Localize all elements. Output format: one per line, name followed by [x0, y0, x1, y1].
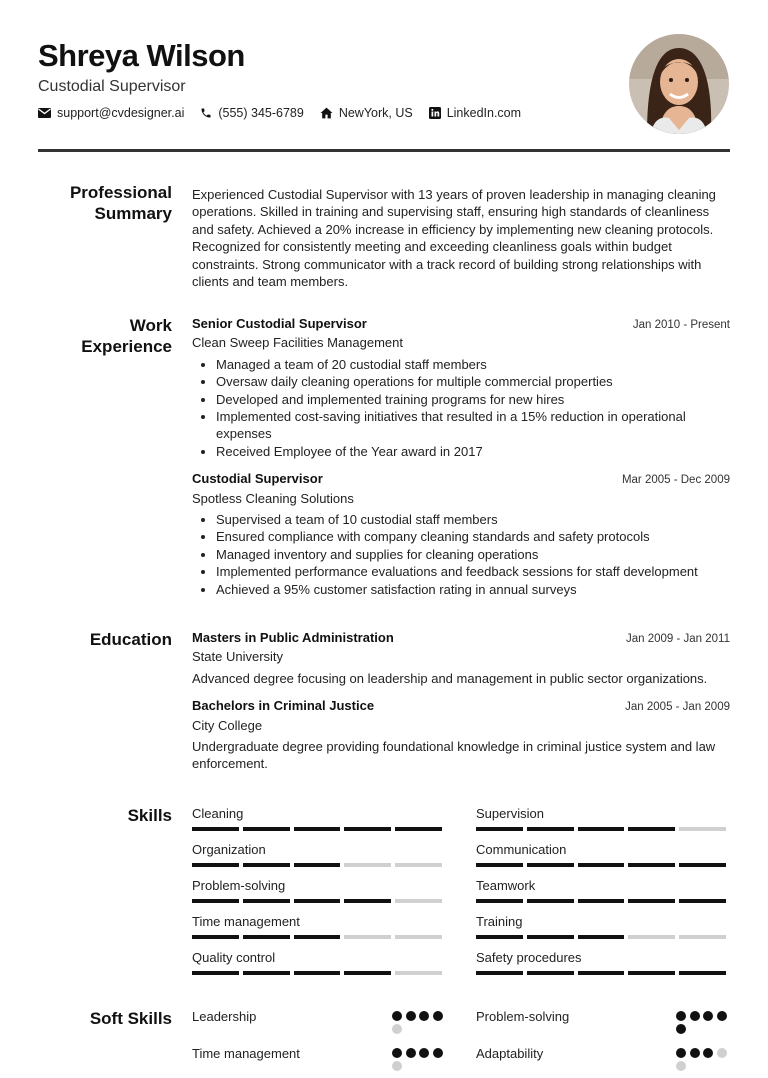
- skill-level-segment: [192, 935, 239, 939]
- skill-level-segment: [578, 899, 625, 903]
- skill-level-segment: [527, 827, 574, 831]
- skill-level-segment: [476, 971, 523, 975]
- location-text: NewYork, US: [338, 106, 413, 120]
- skill-name: Organization: [192, 842, 266, 857]
- skill-level-segment: [679, 935, 726, 939]
- skill-item: [476, 877, 730, 903]
- contact-location: [320, 106, 413, 120]
- skill-item: [192, 877, 446, 903]
- rating-dot: [392, 1061, 402, 1071]
- skill-item: [192, 841, 446, 867]
- rating-dot: [406, 1048, 416, 1058]
- rating-dot: [717, 1048, 727, 1058]
- soft-skill-name: Time management: [192, 1046, 300, 1061]
- skill-level-segment: [192, 863, 239, 867]
- linkedin-icon: [429, 107, 441, 119]
- skill-level-bar: [192, 827, 446, 831]
- skill-level-segment: [527, 971, 574, 975]
- skill-level-bar: [192, 971, 446, 975]
- summary-heading: Professional Summary: [69, 183, 172, 223]
- skill-level-segment: [527, 863, 574, 867]
- header-divider: [38, 149, 730, 152]
- summary-text: Experienced Custodial Supervisor with 13 years of proven leadership in managing cleaning operations. Skilled in training and supervising staff, ensuring high standards of cleanliness and safety. Achieved a 20% increase in efficiency by implementing new cleaning protocols. Recognized for consistently meeting and exceeding cleanliness goals within budget constraints. Strong communicator with a track record of building strong relationships with clients and team members.: [192, 187, 716, 290]
- job-bullet: • Achieved a 95% customer satisfaction rating in annual surveys: [216, 581, 730, 598]
- skill-level-segment: [243, 827, 290, 831]
- skills-list: [192, 805, 730, 975]
- skill-name: Quality control: [192, 950, 276, 965]
- skill-level-bar: [192, 899, 446, 903]
- skill-name: Training: [476, 914, 523, 929]
- skill-level-segment: [628, 827, 675, 831]
- soft-skill-rating: [676, 1048, 730, 1074]
- work-list: [192, 315, 730, 598]
- job-company: Spotless Cleaning Solutions: [192, 490, 354, 506]
- job-bullet: • Managed a team of 20 custodial staff members: [216, 356, 730, 373]
- degree-description: Advanced degree focusing on leadership and management in public sector organizations.: [192, 670, 708, 686]
- rating-dot: [419, 1011, 429, 1021]
- degree-description: Undergraduate degree providing foundational knowledge in criminal justice system and law enforcement.: [192, 739, 716, 772]
- skill-item: [192, 805, 446, 831]
- skill-name: Communication: [476, 842, 567, 857]
- skill-level-bar: [192, 863, 446, 867]
- home-icon: [320, 107, 333, 119]
- soft-skills-list: [192, 1008, 730, 1074]
- skill-level-segment: [476, 827, 523, 831]
- job-bullet: • Implemented performance evaluations and feedback sessions for staff development: [216, 563, 730, 580]
- job-bullet: • Developed and implemented training programs for new hires: [216, 391, 730, 408]
- rating-dot: [690, 1048, 700, 1058]
- profile-photo: [629, 34, 729, 134]
- school-name: City College: [192, 717, 263, 733]
- job-date: Jan 2010 - Present: [632, 319, 730, 331]
- skill-level-segment: [578, 935, 625, 939]
- skill-level-segment: [243, 971, 290, 975]
- skill-level-segment: [476, 899, 523, 903]
- skills-heading: Skills: [127, 806, 172, 825]
- skill-level-segment: [344, 935, 391, 939]
- job-entry: [192, 315, 730, 460]
- education-entry: [192, 697, 730, 773]
- soft-skill-item: [476, 1045, 730, 1074]
- skill-level-segment: [192, 827, 239, 831]
- job-bullets: [216, 511, 730, 598]
- job-bullet: • Oversaw daily cleaning operations for multiple commercial properties: [216, 373, 730, 390]
- rating-dot: [690, 1011, 700, 1021]
- envelope-icon: [38, 108, 51, 118]
- contact-row: [38, 106, 730, 120]
- degree-date: Jan 2005 - Jan 2009: [625, 701, 730, 714]
- job-bullet: • Implemented cost-saving initiatives that resulted in a 15% reduction in operational expenses: [216, 408, 730, 443]
- skill-name: Teamwork: [476, 878, 536, 893]
- skill-level-segment: [679, 827, 726, 831]
- rating-dot: [433, 1048, 443, 1058]
- contact-phone[interactable]: [200, 106, 303, 120]
- skill-level-segment: [192, 971, 239, 975]
- skill-level-segment: [243, 863, 290, 867]
- phone-icon: [200, 107, 212, 119]
- skill-level-segment: [628, 899, 675, 903]
- candidate-title: Custodial Supervisor: [38, 78, 186, 95]
- skill-level-segment: [294, 899, 341, 903]
- rating-dot: [392, 1024, 402, 1034]
- skill-level-segment: [344, 863, 391, 867]
- skill-level-segment: [192, 899, 239, 903]
- job-bullet: • Managed inventory and supplies for cleaning operations: [216, 546, 730, 563]
- candidate-name: Shreya Wilson: [38, 38, 245, 73]
- skill-level-segment: [294, 863, 341, 867]
- email-text: support@cvdesigner.ai: [57, 106, 185, 120]
- job-bullet: • Received Employee of the Year award in 2017: [216, 443, 730, 460]
- skill-item: [476, 805, 730, 831]
- education-heading: Education: [89, 630, 172, 649]
- job-entry: [192, 470, 730, 598]
- education-list: [192, 629, 730, 773]
- skill-item: [476, 949, 730, 975]
- skill-level-segment: [578, 863, 625, 867]
- skill-item: [192, 949, 446, 975]
- skill-level-segment: [294, 971, 341, 975]
- rating-dot: [392, 1048, 402, 1058]
- skill-level-segment: [395, 899, 442, 903]
- linkedin-text: LinkedIn.com: [446, 106, 522, 120]
- rating-dot: [676, 1061, 686, 1071]
- rating-dot: [676, 1048, 686, 1058]
- soft-skill-rating: [392, 1048, 446, 1074]
- rating-dot: [406, 1011, 416, 1021]
- soft-skill-item: [192, 1045, 446, 1074]
- degree-title: Bachelors in Criminal Justice: [192, 698, 375, 714]
- skill-name: Time management: [192, 914, 300, 929]
- skill-level-segment: [294, 935, 341, 939]
- skill-name: Cleaning: [192, 806, 244, 821]
- work-heading: Work Experience: [81, 316, 172, 356]
- soft-skill-rating: [392, 1011, 446, 1037]
- skill-level-segment: [527, 899, 574, 903]
- soft-skill-name: Adaptability: [476, 1046, 544, 1061]
- job-title: Senior Custodial Supervisor: [192, 316, 367, 331]
- resume-header: [38, 38, 730, 150]
- rating-dot: [392, 1011, 402, 1021]
- job-company: Clean Sweep Facilities Management: [192, 335, 403, 351]
- soft-skill-item: [476, 1008, 730, 1037]
- skill-level-bar: [476, 971, 730, 975]
- skill-level-segment: [344, 899, 391, 903]
- skill-level-segment: [679, 971, 726, 975]
- skill-level-segment: [578, 971, 625, 975]
- skill-level-segment: [679, 899, 726, 903]
- phone-text: (555) 345-6789: [218, 106, 304, 120]
- rating-dot: [717, 1011, 727, 1021]
- skill-name: Problem-solving: [192, 878, 286, 893]
- soft-skill-rating: [676, 1011, 730, 1037]
- skill-level-segment: [628, 971, 675, 975]
- skill-level-segment: [476, 935, 523, 939]
- skill-level-segment: [344, 971, 391, 975]
- skill-item: [476, 913, 730, 939]
- rating-dot: [676, 1011, 686, 1021]
- skill-level-bar: [476, 935, 730, 939]
- skill-name: Supervision: [476, 806, 544, 821]
- skill-level-segment: [679, 863, 726, 867]
- skill-level-bar: [476, 899, 730, 903]
- skill-level-segment: [578, 827, 625, 831]
- job-bullet: • Ensured compliance with company cleaning standards and safety protocols: [216, 528, 730, 545]
- skill-level-bar: [476, 863, 730, 867]
- education-entry: [192, 629, 730, 687]
- job-bullets: [216, 356, 730, 460]
- degree-title: Masters in Public Administration: [192, 630, 394, 645]
- soft-skill-item: [192, 1008, 446, 1037]
- skill-item: [476, 841, 730, 867]
- rating-dot: [676, 1024, 686, 1034]
- skill-item: [192, 913, 446, 939]
- skill-level-segment: [344, 827, 391, 831]
- soft-skill-name: Problem-solving: [476, 1009, 570, 1024]
- skill-name: Safety procedures: [476, 950, 582, 965]
- skill-level-segment: [243, 935, 290, 939]
- school-name: State University: [192, 649, 284, 665]
- job-bullet: • Supervised a team of 10 custodial staff members: [216, 511, 730, 528]
- skill-level-segment: [243, 899, 290, 903]
- rating-dot: [703, 1048, 713, 1058]
- contact-linkedin[interactable]: [429, 106, 521, 120]
- skill-level-segment: [395, 827, 442, 831]
- skill-level-segment: [395, 863, 442, 867]
- skill-level-segment: [628, 863, 675, 867]
- rating-dot: [419, 1048, 429, 1058]
- skill-level-bar: [192, 935, 446, 939]
- job-title: Custodial Supervisor: [192, 471, 323, 487]
- contact-email[interactable]: [38, 106, 184, 120]
- rating-dot: [433, 1011, 443, 1021]
- job-date: Mar 2005 - Dec 2009: [621, 474, 730, 487]
- soft-skill-name: Leadership: [192, 1009, 257, 1024]
- rating-dot: [703, 1011, 713, 1021]
- skill-level-segment: [476, 863, 523, 867]
- skill-level-segment: [294, 827, 341, 831]
- skill-level-segment: [395, 935, 442, 939]
- skill-level-bar: [476, 827, 730, 831]
- skill-level-segment: [395, 971, 442, 975]
- skill-level-segment: [628, 935, 675, 939]
- skill-level-segment: [527, 935, 574, 939]
- soft-skills-heading: Soft Skills: [89, 1009, 172, 1028]
- degree-date: Jan 2009 - Jan 2011: [625, 633, 730, 645]
